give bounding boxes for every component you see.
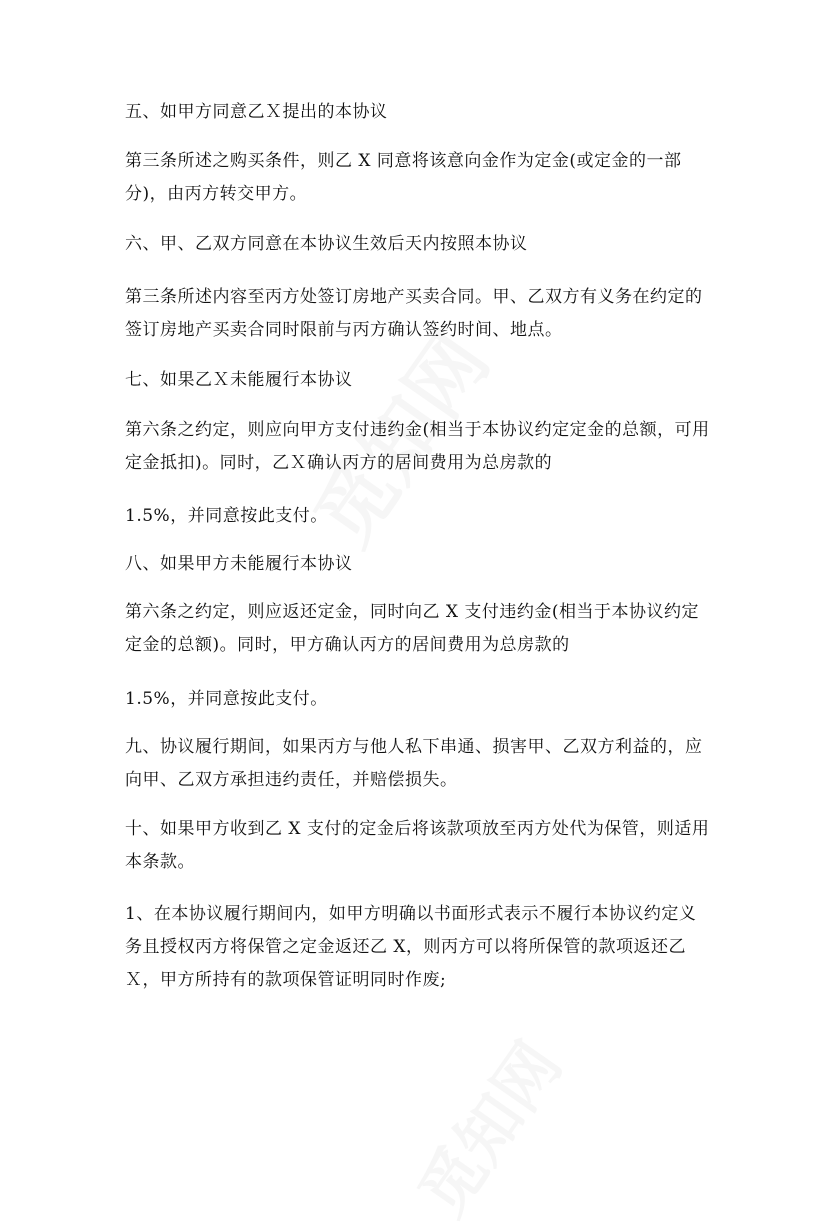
paragraph-clause-6-body: 第三条所述内容至丙方处签订房地产买卖合同。甲、乙双方有义务在约定的签订房地产买卖合同时限前与丙方确认签约时间、地点。 (125, 287, 703, 340)
paragraph-clause-8-rate: 1.5%，并同意按此支付。 (125, 689, 328, 709)
paragraph-clause-7-heading: 七、如果乙Ｘ未能履行本协议 (125, 370, 353, 390)
watermark-bottom (393, 1021, 578, 1231)
paragraph-clause-5-body: 第三条所述之购买条件，则乙 X 同意将该意向金作为定金(或定金的一部分)，由丙方转交甲方。 (125, 151, 682, 204)
paragraph-clause-7-rate: 1.5%，并同意按此支付。 (125, 506, 328, 526)
paragraph-clause-10-item-1: 1、在本协议履行期间内，如甲方明确以书面形式表示不履行本协议约定义务且授权丙方将保管之定金返还乙 X，则丙方可以将所保管的款项返还乙Ｘ，甲方所持有的款项保管证明同时作废; (125, 904, 697, 990)
paragraph-clause-8-body: 第六条之约定，则应返还定金，同时向乙 X 支付违约金(相当于本协议约定定金的总额)。同时，甲方确认丙方的居间费用为总房款的 (125, 602, 700, 655)
paragraph-clause-10: 十、如果甲方收到乙 X 支付的定金后将该款项放至丙方处代为保管，则适用本条款。 (125, 819, 710, 872)
paragraph-clause-9: 九、协议履行期间，如果丙方与他人私下串通、损害甲、乙双方利益的，应向甲、乙双方承担违约责任，并赔偿损失。 (125, 737, 703, 790)
paragraph-clause-5-heading: 五、如甲方同意乙Ｘ提出的本协议 (125, 102, 388, 122)
paragraph-clause-8-heading: 八、如果甲方未能履行本协议 (125, 554, 353, 574)
paragraph-clause-6-heading: 六、甲、乙双方同意在本协议生效后天内按照本协议 (125, 234, 528, 254)
paragraph-clause-7-body: 第六条之约定，则应向甲方支付违约金(相当于本协议约定定金的总额，可用定金抵扣)。同时，乙Ｘ确认丙方的居间费用为总房款的 (125, 420, 710, 473)
